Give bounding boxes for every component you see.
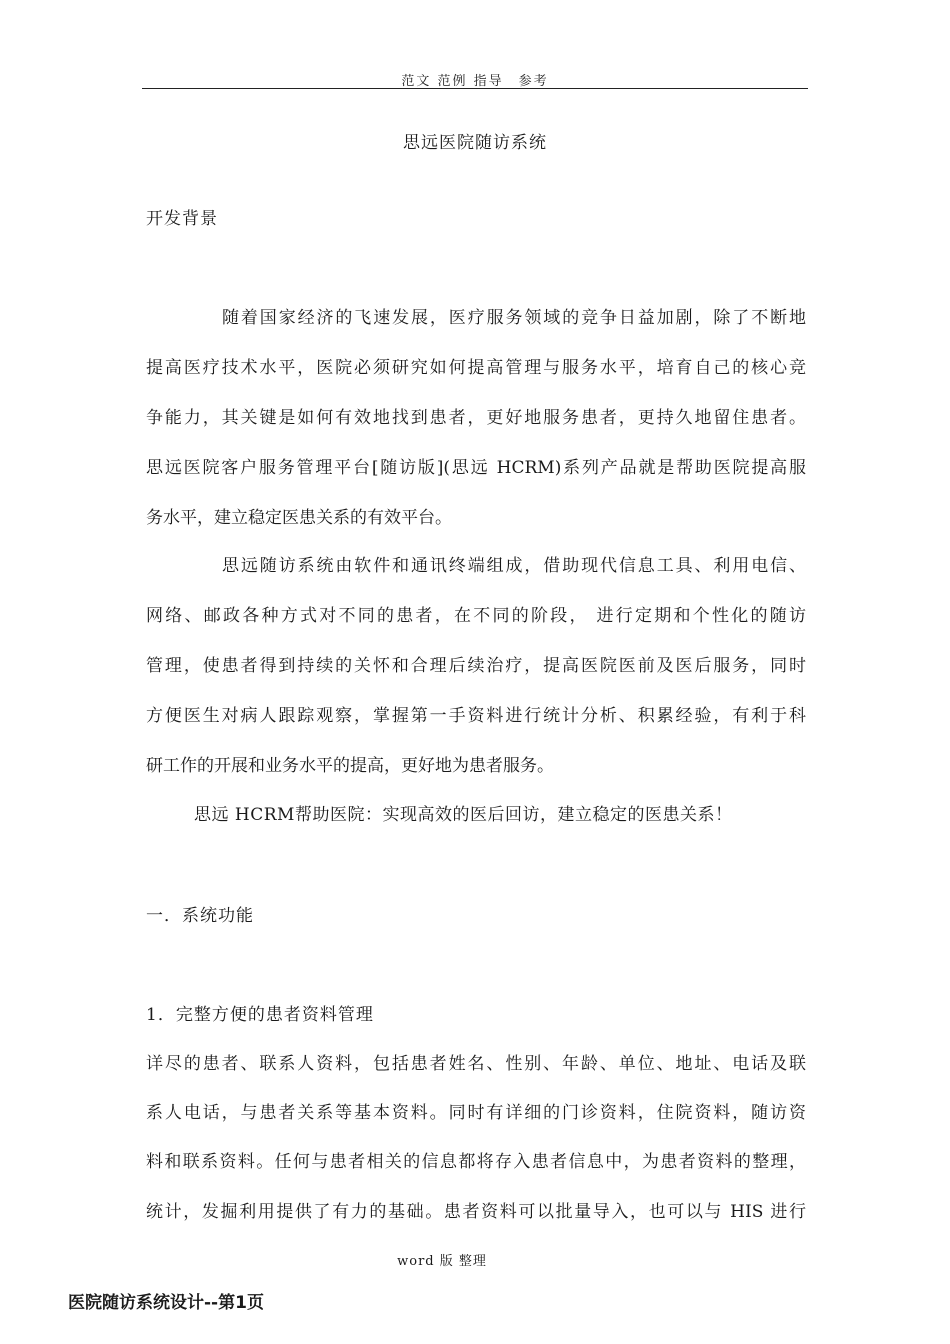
paragraph2-line: 思远随访系统由软件和通讯终端组成，借助现代信息工具、利用电信、 <box>222 556 806 576</box>
paragraph2-line: 研工作的开展和业务水平的提高，更好地为患者服务。 <box>146 756 554 776</box>
paragraph3-line: 系人电话，与患者关系等基本资料。同时有详细的门诊资料，住院资料，随访资 <box>146 1103 806 1123</box>
subsection-heading-patient-records: 1．完整方便的患者资料管理 <box>146 1005 374 1025</box>
page-footer: word 版 整理 <box>397 1254 487 1269</box>
paragraph1-line: 务水平，建立稳定医患关系的有效平台。 <box>146 508 452 528</box>
paragraph1-line: 争能力，其关键是如何有效地找到患者，更好地服务患者，更持久地留住患者。 <box>146 408 806 428</box>
header-rule <box>142 88 808 89</box>
background-heading: 开发背景 <box>146 209 218 229</box>
paragraph3-line: 统计，发掘利用提供了有力的基础。患者资料可以批量导入，也可以与 HIS 进行 <box>146 1202 806 1222</box>
paragraph2-line: 方便医生对病人跟踪观察，掌握第一手资料进行统计分析、积累经验，有利于科 <box>146 706 806 726</box>
paragraph2-line: 网络、邮政各种方式对不同的患者，在不同的阶段， 进行定期和个性化的随访 <box>146 606 806 626</box>
paragraph1-line: 随着国家经济的飞速发展，医疗服务领域的竞争日益加剧，除了不断地 <box>222 308 806 328</box>
slogan: 思远 HCRM帮助医院：实现高效的医后回访，建立稳定的医患关系！ <box>194 805 733 825</box>
paragraph3-line: 料和联系资料。任何与患者相关的信息都将存入患者信息中，为患者资料的整理， <box>146 1152 806 1172</box>
paragraph1-line: 提高医疗技术水平，医院必须研究如何提高管理与服务水平，培育自己的核心竞 <box>146 358 806 378</box>
page-header: 范文 范例 指导 参考 <box>401 74 549 89</box>
paragraph3-line: 详尽的患者、联系人资料，包括患者姓名、性别、年龄、单位、地址、电话及联 <box>146 1054 806 1074</box>
section-heading-system-functions: 一．系统功能 <box>146 906 254 926</box>
paragraph1-line: 思远医院客户服务管理平台[随访版](思远 HCRM)系列产品就是帮助医院提高服 <box>146 458 806 478</box>
paragraph2-line: 管理，使患者得到持续的关怀和合理后续治疗，提高医院医前及医后服务，同时 <box>146 656 806 676</box>
document-title: 思远医院随访系统 <box>403 133 547 153</box>
page-caption: 医院随访系统设计--第1页 <box>68 1293 264 1313</box>
